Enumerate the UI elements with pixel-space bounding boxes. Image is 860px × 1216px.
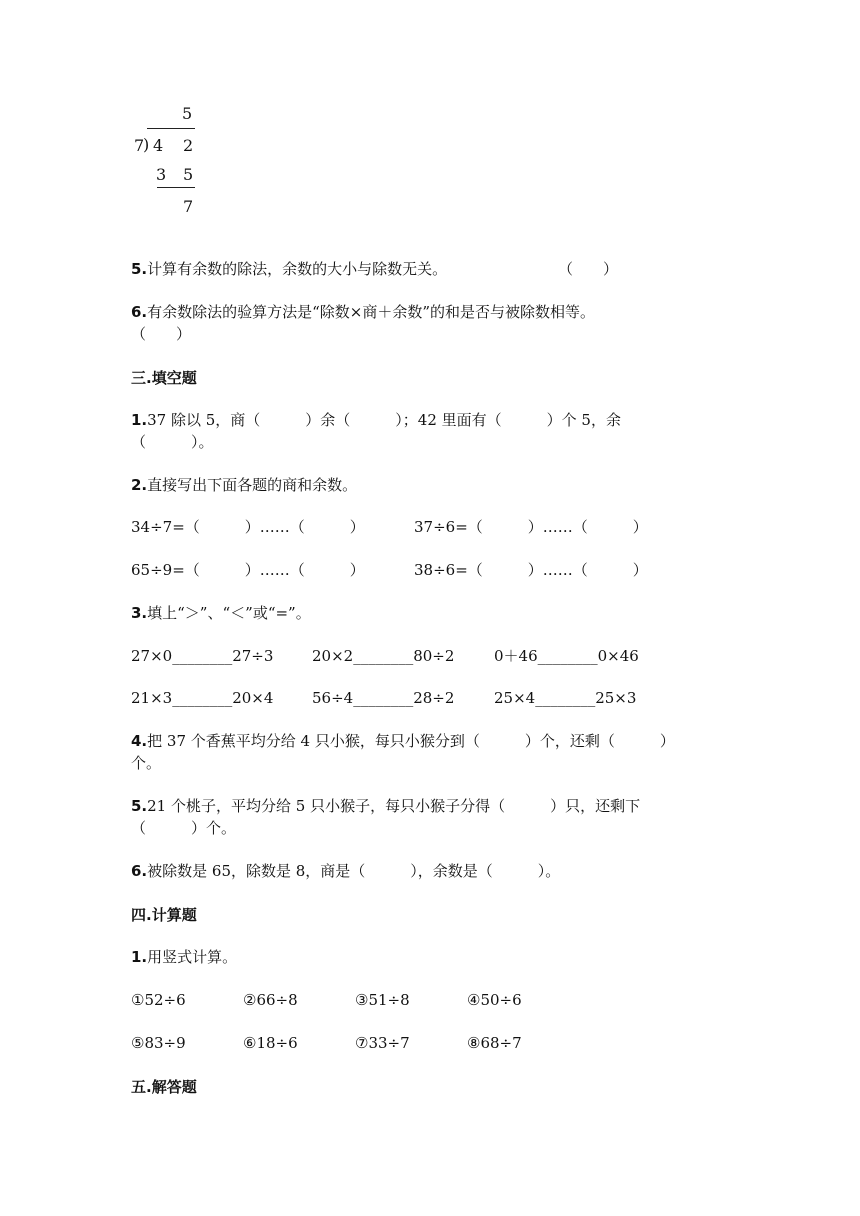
division-item: 34÷7=（ ）……（ ） [131,518,365,536]
quotient-digit: 5 [182,104,193,123]
calc-item: ②66÷8 [243,991,298,1009]
calc-item: ①52÷6 [131,991,186,1009]
question-number: 2. [131,476,148,494]
dividend-ones-digit: 2 [183,136,194,155]
section-title-calculation: 四.计算题 [131,906,197,924]
question-number: 3. [131,604,148,622]
question-text: 被除数是 65，除数是 8，商是（ ），余数是（ ）。 [147,862,561,880]
calc-item: ⑧68÷7 [467,1034,522,1052]
division-item: 65÷9=（ ）……（ ） [131,561,365,579]
division-item: 37÷6=（ ）……（ ） [414,518,648,536]
question-number: 1. [131,411,148,429]
calc-item: ⑥18÷6 [243,1034,298,1052]
calc-item: ⑤83÷9 [131,1034,186,1052]
fill-question-1-line2: （ ）。 [131,433,214,451]
question-text: 直接写出下面各题的商和余数。 [147,476,358,494]
subtraction-line [157,187,195,188]
question-text: 把 37 个香蕉平均分给 4 只小猴，每只小猴分到（ ）个，还剩（ ） [147,732,675,750]
question-text: 21 个桃子，平均分给 5 只小猴子，每只小猴子分得（ ）只，还剩下 [147,797,641,815]
remainder-digit: 7 [183,197,194,216]
product-ones-digit: 5 [183,165,194,184]
question-text: 填上“＞”、“＜”或“=”。 [147,604,311,622]
division-item: 38÷6=（ ）……（ ） [414,561,648,579]
question-text: 计算有余数的除法，余数的大小与除数无关。 [147,260,448,278]
fill-question-2 [131,475,357,495]
question-number: 4. [131,732,148,750]
fill-question-1 [131,410,621,430]
calc-item: ⑦33÷7 [355,1034,410,1052]
compare-item: 27×0________27÷3 [131,647,274,665]
dividend-tens-digit: 4 [153,136,164,155]
division-bar [147,128,195,129]
fill-question-4 [131,731,675,751]
judge-question-5 [131,259,447,279]
question-text: 有余数除法的验算方法是“除数×商＋余数”的和是否与被除数相等。 [147,303,596,321]
question-number: 1. [131,948,148,966]
section-title-fill-blank: 三.填空题 [131,369,197,387]
product-tens-digit: 3 [156,165,167,184]
fill-question-5-line2: （ ）个。 [131,819,237,837]
compare-item: 25×4________25×3 [494,689,637,707]
question-text: 37 除以 5，商（ ）余（ ）；42 里面有（ ）个 5，余 [147,411,621,429]
calc-question-1 [131,947,237,967]
fill-question-4-line2: 个。 [131,754,162,772]
divisor-digit: 7 [134,136,145,155]
question-number: 5. [131,260,148,278]
fill-question-5 [131,796,640,816]
answer-blank[interactable]: （ ） [558,260,619,278]
question-text: 用竖式计算。 [147,948,238,966]
calc-item: ④50÷6 [467,991,522,1009]
compare-item: 20×2________80÷2 [312,647,455,665]
compare-item: 21×3________20×4 [131,689,274,707]
compare-item: 56÷4________28÷2 [312,689,455,707]
fill-question-6 [131,861,560,881]
question-number: 6. [131,862,148,880]
question-number: 6. [131,303,148,321]
compare-item: 0＋46________0×46 [494,647,639,665]
judge-question-6 [131,302,595,322]
fill-question-3 [131,603,311,623]
answer-blank[interactable]: （ ） [131,325,192,343]
calc-item: ③51÷8 [355,991,410,1009]
question-number: 5. [131,797,148,815]
division-bracket: ) [143,135,150,154]
section-title-word-problems: 五.解答题 [131,1078,197,1096]
